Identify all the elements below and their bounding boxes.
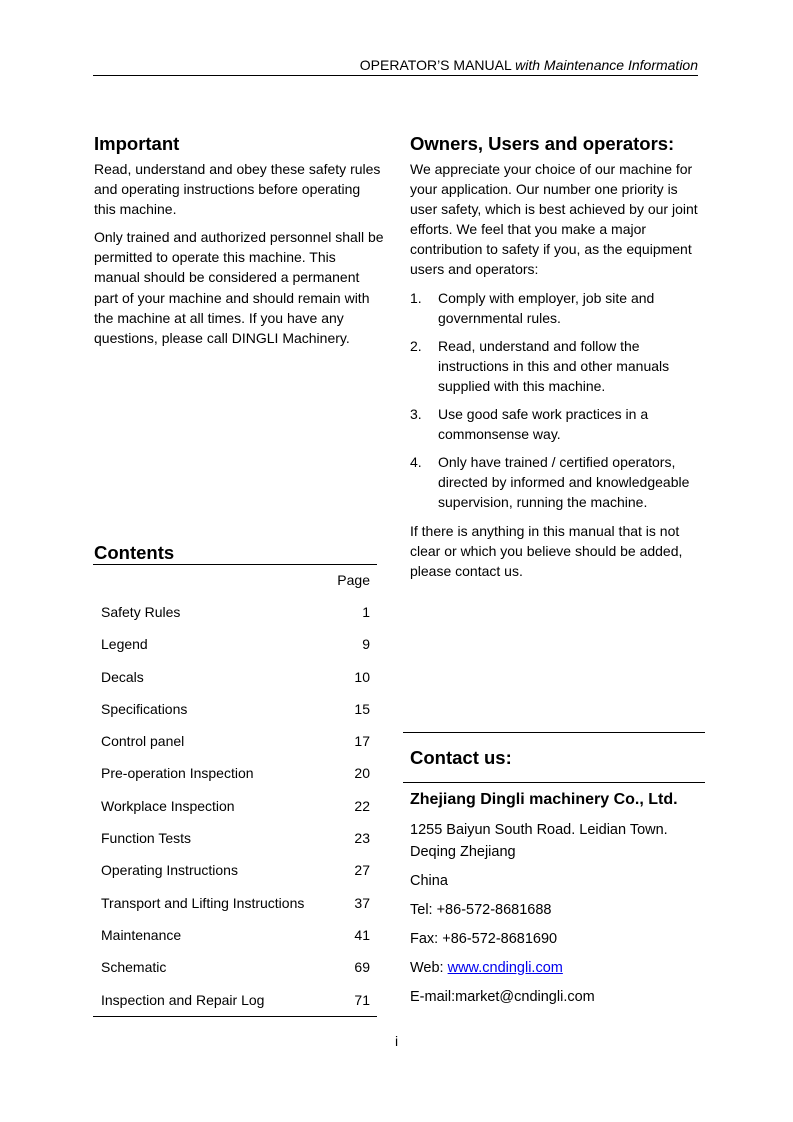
contact-company: Zhejiang Dingli machinery Co., Ltd. xyxy=(410,791,678,808)
numbered-list-item xyxy=(410,288,698,328)
contact-top-rule xyxy=(403,732,705,733)
header-title-main: OPERATOR’S MANUAL xyxy=(359,57,516,73)
contact-fax: Fax: +86-572-8681690 xyxy=(410,930,558,947)
text-line: directed by informed and knowledgeable xyxy=(438,474,690,491)
toc-page: 17 xyxy=(354,733,370,750)
toc-row xyxy=(101,602,370,634)
contact-details xyxy=(410,867,595,1012)
toc-page: 9 xyxy=(362,636,370,653)
contact-email: E-mail:market@cndingli.com xyxy=(410,988,595,1005)
toc-page: 20 xyxy=(354,765,370,782)
contents-top-rule xyxy=(93,564,377,565)
toc-label: Schematic xyxy=(101,959,167,976)
list-item-text xyxy=(438,336,669,396)
toc-label: Maintenance xyxy=(101,926,182,943)
list-number: 1. xyxy=(410,289,422,306)
contents-heading: Contents xyxy=(94,542,175,563)
toc-page: 27 xyxy=(354,862,370,879)
toc-label: Control panel xyxy=(101,733,185,750)
toc-row xyxy=(101,893,370,925)
text-line: Use good safe work practices in a xyxy=(438,406,649,423)
running-header xyxy=(360,56,698,74)
contact-heading: Contact us: xyxy=(410,747,512,768)
text-line: part of your machine and should remain with xyxy=(94,289,370,306)
page-number: i xyxy=(394,1033,399,1049)
text-line: commonsense way. xyxy=(438,426,561,443)
text-line: instructions in this and other manuals xyxy=(438,357,670,374)
text-line: the machine at all times. If you have any xyxy=(94,309,344,326)
toc-row xyxy=(101,699,370,731)
contact-address xyxy=(410,819,668,863)
toc-row xyxy=(101,957,370,989)
list-item-text xyxy=(438,452,689,512)
text-line: Read, understand and follow the xyxy=(438,337,640,354)
text-line: If there is anything in this manual that is not xyxy=(410,522,680,539)
text-line: and operating instructions before operating xyxy=(94,181,361,198)
toc-row xyxy=(101,634,370,666)
toc-page: 69 xyxy=(354,959,370,976)
toc-row xyxy=(101,763,370,795)
toc-label: Function Tests xyxy=(101,830,192,847)
toc-label: Inspection and Repair Log xyxy=(101,991,265,1008)
toc-label: Decals xyxy=(101,668,144,685)
text-line: efforts. We feel that you make a major xyxy=(410,221,647,238)
list-number: 4. xyxy=(410,454,422,471)
contact-web-label: Web: xyxy=(410,959,448,976)
text-line: Only have trained / certified operators, xyxy=(438,454,676,471)
toc-page: 10 xyxy=(354,668,370,685)
toc-label: Specifications xyxy=(101,700,188,717)
address-line: Deqing Zhejiang xyxy=(410,844,516,860)
toc-label: Workplace Inspection xyxy=(101,797,235,814)
text-line: manual should be considered a permanent xyxy=(94,269,360,286)
text-line: user safety, which is best achieved by our joint xyxy=(410,201,698,218)
toc-row xyxy=(101,796,370,828)
text-line: your application. Our number one priority is xyxy=(410,181,678,198)
text-line: permitted to operate this machine. This xyxy=(94,249,336,266)
toc-page: 23 xyxy=(354,830,370,847)
contents-page-label: Page xyxy=(337,572,370,588)
text-line: this machine. xyxy=(94,201,177,218)
toc-page: 41 xyxy=(354,926,370,943)
text-line: Comply with employer, job site and xyxy=(438,289,655,306)
table-of-contents xyxy=(101,602,370,1022)
toc-page: 1 xyxy=(362,604,370,620)
toc-row xyxy=(101,667,370,699)
toc-row xyxy=(101,860,370,892)
text-line: please contact us. xyxy=(410,562,523,579)
numbered-list-item xyxy=(410,336,698,396)
text-line: clear or which you believe should be added, xyxy=(410,542,683,559)
text-line: We appreciate your choice of our machine for xyxy=(410,161,693,177)
contents-bottom-rule xyxy=(93,1016,377,1017)
toc-row xyxy=(101,731,370,763)
text-line: questions, please call DINGLI Machinery. xyxy=(94,329,350,346)
list-number: 3. xyxy=(410,406,422,423)
text-line: supplied with this machine. xyxy=(438,377,606,394)
contact-tel: Tel: +86-572-8681688 xyxy=(410,901,552,918)
numbered-list-item xyxy=(410,452,698,512)
toc-label: Operating Instructions xyxy=(101,862,238,879)
toc-label: Legend xyxy=(101,636,148,653)
toc-label: Safety Rules xyxy=(101,604,181,620)
toc-page: 22 xyxy=(354,797,370,814)
contact-heading-rule xyxy=(403,782,705,783)
toc-row xyxy=(101,990,370,1022)
toc-label: Transport and Lifting Instructions xyxy=(101,894,305,911)
important-heading: Important xyxy=(94,133,180,154)
text-line: contribution to safety if you, as the equipment xyxy=(410,241,692,258)
list-item-text xyxy=(438,404,648,444)
header-title-italic: with Maintenance Information xyxy=(515,57,698,73)
text-line: users and operators: xyxy=(410,261,539,278)
owners-intro-paragraph xyxy=(410,159,698,280)
numbered-list-item xyxy=(410,404,698,444)
text-line: Only trained and authorized personnel shall be xyxy=(94,229,384,246)
owners-section xyxy=(410,159,698,589)
toc-row xyxy=(101,828,370,860)
text-line: supervision, running the machine. xyxy=(438,494,648,511)
contact-web-link[interactable]: www.cndingli.com xyxy=(447,959,563,976)
list-item-text xyxy=(438,288,654,328)
owners-heading: Owners, Users and operators: xyxy=(410,133,675,154)
owners-closing-paragraph xyxy=(410,521,698,581)
text-line: Read, understand and obey these safety rules xyxy=(94,161,381,177)
list-number: 2. xyxy=(410,337,422,354)
address-line: 1255 Baiyun South Road. Leidian Town. xyxy=(410,822,668,838)
toc-label: Pre-operation Inspection xyxy=(101,765,254,782)
contact-web xyxy=(410,954,595,983)
toc-page: 15 xyxy=(354,700,370,717)
important-paragraph xyxy=(94,159,384,219)
toc-page: 37 xyxy=(354,894,370,911)
contact-country: China xyxy=(410,872,448,889)
toc-page: 71 xyxy=(354,991,370,1008)
important-paragraph xyxy=(94,227,384,348)
header-rule xyxy=(93,75,698,76)
text-line: governmental rules. xyxy=(438,309,561,326)
toc-row xyxy=(101,925,370,957)
important-section xyxy=(94,159,384,356)
